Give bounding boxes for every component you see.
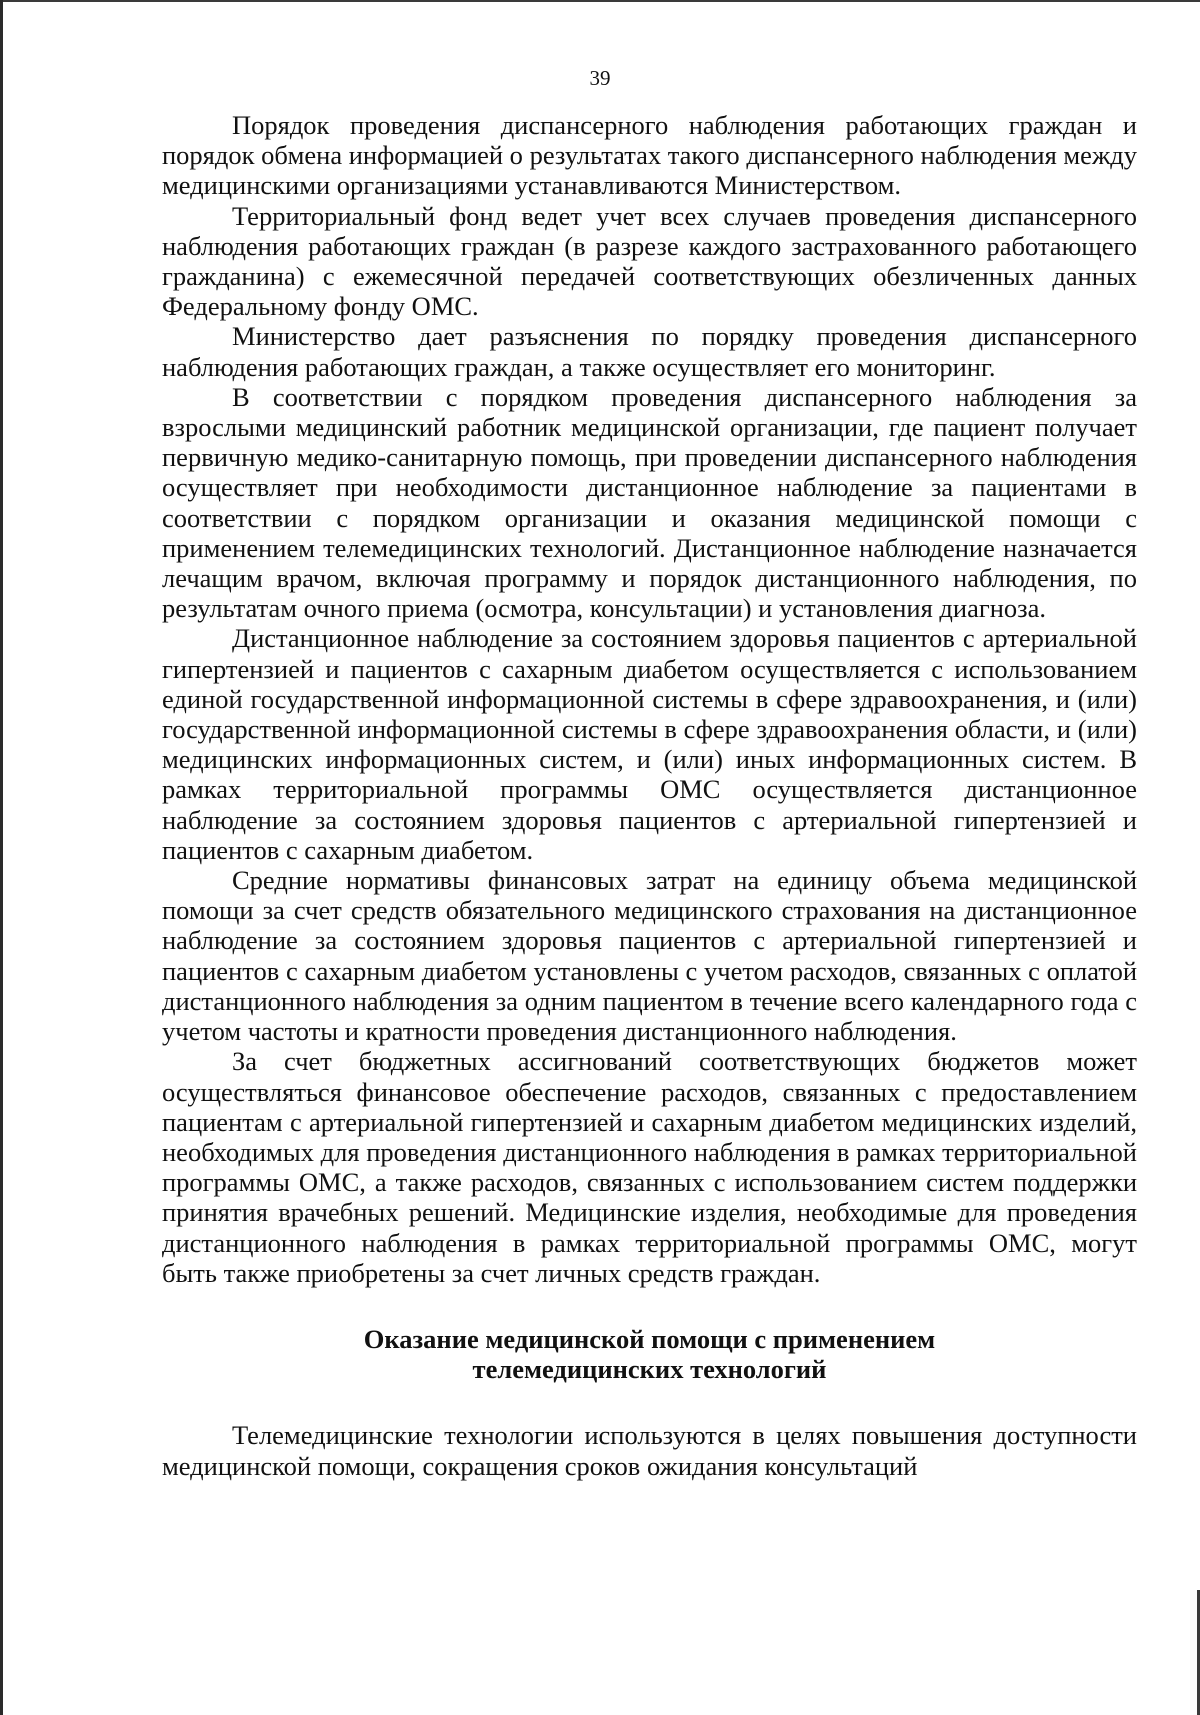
- paragraph: Средние нормативы финансовых затрат на единицу объема медицинской помощи за счет средств обязательного медицинского страхования на дистанционное наблюдение за состоянием здоровья пациентов с артериальной гипертензией и пациентов с сахарным диабетом установлены с учетом расходов, связанных с оплатой дистанционного наблюдения за одним пациентом в течение всего календарного года с учетом частоты и кратности проведения дистанционного наблюдения.: [162, 865, 1137, 1047]
- section-heading-line: телемедицинских технологий: [472, 1354, 827, 1385]
- page-number: 39: [589, 66, 611, 90]
- document-body: [162, 110, 1137, 1481]
- paragraph: Министерство дает разъяснения по порядку проведения диспансерного наблюдения работающих граждан, а также осуществляет его мониторинг.: [162, 321, 1137, 382]
- scan-border-top: [0, 0, 1200, 2]
- paragraph: Территориальный фонд ведет учет всех случаев проведения диспансерного наблюдения работающих граждан (в разрезе каждого застрахованного работающего гражданина) с ежемесячной передачей соответствующих обезличенных данных Федеральному фонду ОМС.: [162, 200, 1137, 322]
- paragraph: За счет бюджетных ассигнований соответствующих бюджетов может осуществляться финансовое обеспечение расходов, связанных с предоставлением пациентам с артериальной гипертензией и сахарным диабетом медицинских изделий, необходимых для проведения дистанционного наблюдения в рамках территориальной программы ОМС, а также расходов, связанных с использованием систем поддержки принятия врачебных решений. Медицинские изделия, необходимые для проведения дистанционного наблюдения в рамках территориальной программы ОМС, могут быть также приобретены за счет личных средств граждан.: [162, 1046, 1137, 1288]
- paragraph: Порядок проведения диспансерного наблюдения работающих граждан и порядок обмена информацией о результатах такого диспансерного наблюдения между медицинскими организациями устанавливаются Министерством.: [162, 110, 1137, 201]
- scan-border-left: [0, 0, 3, 1715]
- section-heading: [162, 1324, 1137, 1384]
- paragraph: Дистанционное наблюдение за состоянием здоровья пациентов с артериальной гипертензией и пациентов с сахарным диабетом осуществляется с использованием единой государственной информационной системы в сфере здравоохранения, и (или) государственной информационной системы в сфере здравоохранения области, и (или) медицинских информационных систем, и (или) иных информационных систем. В рамках территориальной программы ОМС осуществляется дистанционное наблюдение за состоянием здоровья пациентов с артериальной гипертензией и пациентов с сахарным диабетом.: [162, 623, 1137, 865]
- paragraph: В соответствии с порядком проведения диспансерного наблюдения за взрослыми медицинский работник медицинской организации, где пациент получает первичную медико-санитарную помощь, при проведении диспансерного наблюдения осуществляет при необходимости дистанционное наблюдение за пациентами в соответствии с порядком организации и оказания медицинской помощи с применением телемедицинских технологий. Дистанционное наблюдение назначается лечащим врачом, включая программу и порядок дистанционного наблюдения, по результатам очного приема (осмотра, консультации) и установления диагноза.: [162, 381, 1137, 624]
- section-heading-line: Оказание медицинской помощи с применением: [363, 1323, 936, 1354]
- paragraph: Телемедицинские технологии используются в целях повышения доступности медицинской помощи, сокращения сроков ожидания консультаций: [162, 1420, 1137, 1481]
